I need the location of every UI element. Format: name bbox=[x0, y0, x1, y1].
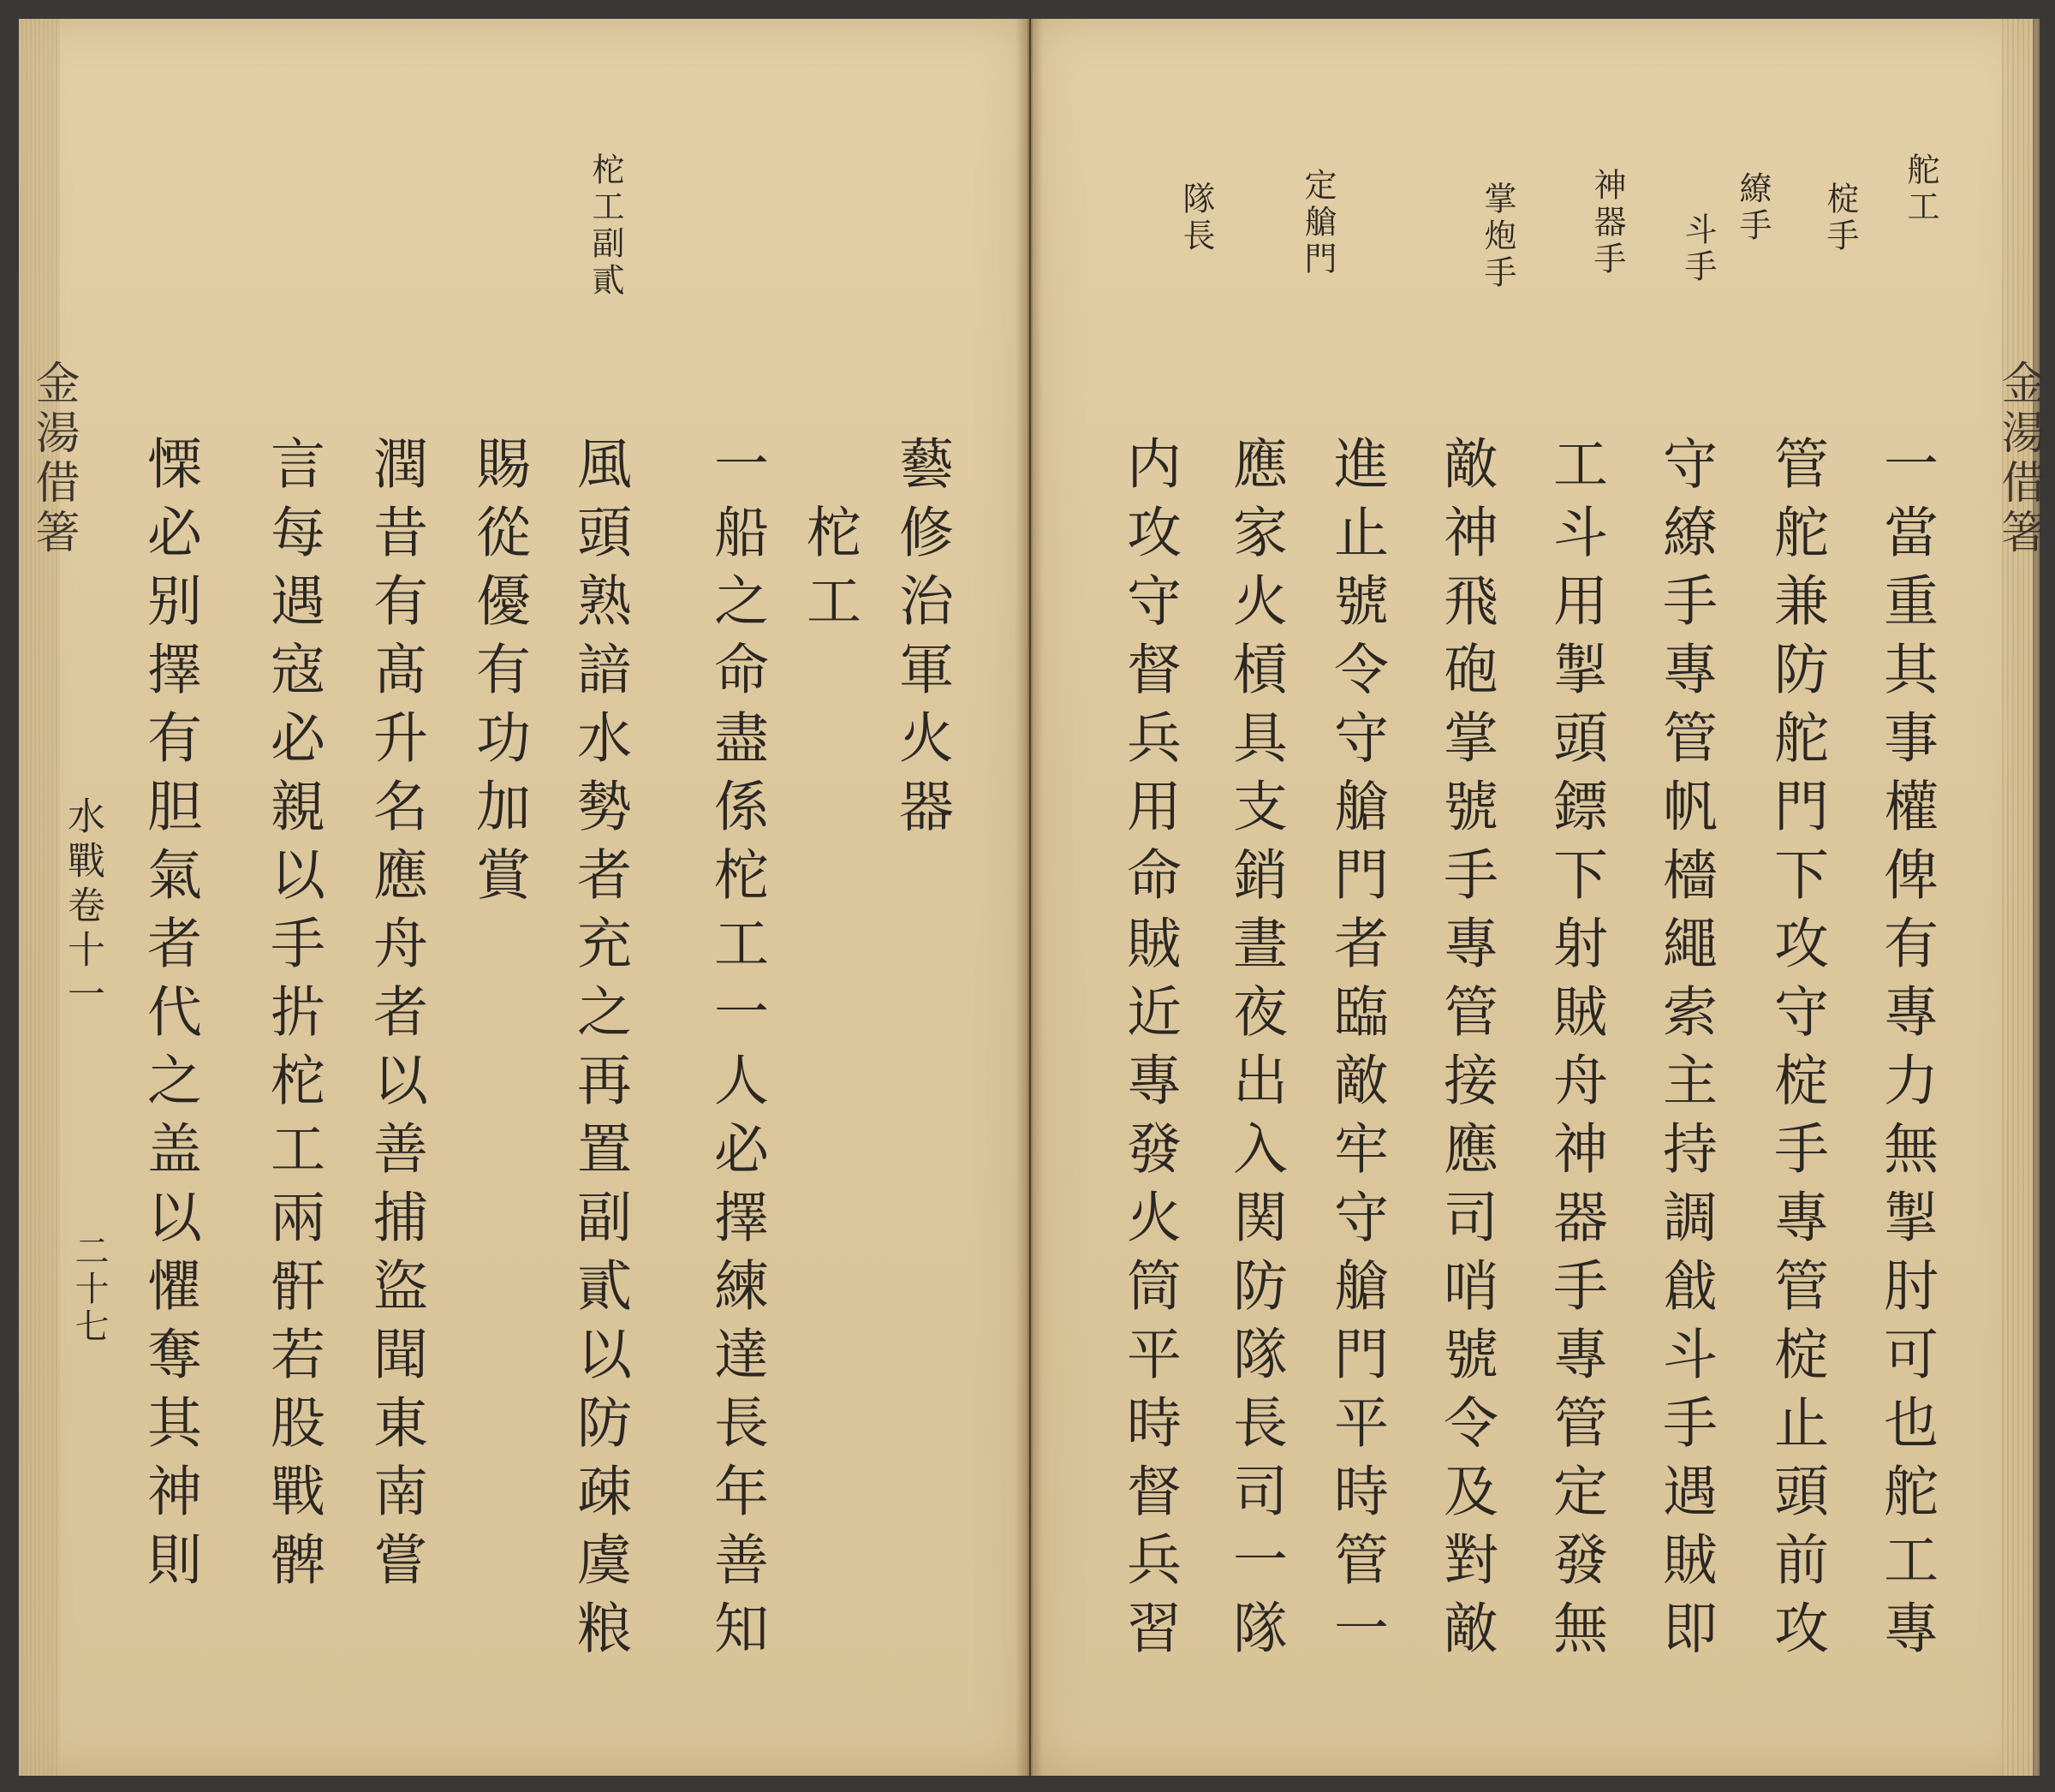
text-column: 慄必别擇有胆氣者代之盖以懼奪其神則 bbox=[138, 435, 201, 1599]
text-column: 風頭熟諳水勢者充之再置副貳以防疎虞粮 bbox=[568, 435, 631, 1668]
text-column: 一船之命盡係柁工一人必擇練達長年善知 bbox=[705, 435, 768, 1668]
header-label: 椗手 bbox=[1821, 182, 1859, 255]
text-column: 言每遇寇必親以手扸柁工兩骭若股戰髀 bbox=[261, 435, 325, 1599]
header-label: 神器手 bbox=[1588, 168, 1626, 278]
text-column: 潤昔有髙升名應舟者以善捕盜聞東南嘗 bbox=[364, 435, 427, 1599]
header-label: 斗手 bbox=[1679, 212, 1717, 286]
right-margin-title: 金湯借箸 bbox=[1993, 360, 2045, 558]
text-column: 一當重其事權俾有專力無掣肘可也舵工專 bbox=[1874, 435, 1938, 1668]
text-column: 進止號令守艙門者臨敵牢守艙門平時管一 bbox=[1325, 435, 1388, 1668]
text-column: 管舵兼防舵門下攻守椗手專管椗止頭前攻 bbox=[1765, 435, 1828, 1668]
text-column: 内攻守督兵用命賊近專發火筒平時督兵習 bbox=[1117, 435, 1181, 1668]
text-column: 藝修治軍火器 bbox=[890, 435, 953, 846]
left-folio-number: 二十七 bbox=[69, 1233, 109, 1346]
left-section-label: 水戰卷十一 bbox=[61, 796, 104, 1019]
header-label: 柁工副貳 bbox=[587, 152, 624, 300]
text-column: 柁工 bbox=[797, 503, 861, 640]
right-page-edges bbox=[2002, 19, 2040, 1776]
book-gutter bbox=[1016, 19, 1043, 1776]
text-column: 敵神飛砲掌號手專管接應司哨號令及對敵 bbox=[1434, 435, 1498, 1668]
header-label: 定艙門 bbox=[1299, 168, 1337, 278]
header-label: 隊長 bbox=[1177, 182, 1215, 255]
header-label: 舵工 bbox=[1902, 152, 1939, 226]
left-margin-title: 金湯借箸 bbox=[27, 360, 79, 558]
header-label: 繚手 bbox=[1734, 171, 1772, 245]
text-column: 工斗用掣頭鏢下射賊舟神器手專管定發無 bbox=[1544, 435, 1607, 1668]
left-page-edges bbox=[19, 19, 60, 1776]
header-label: 掌炮手 bbox=[1479, 182, 1516, 292]
text-column: 應家火槓具支銷晝夜出入関防隊長司一隊 bbox=[1224, 435, 1287, 1668]
text-column: 賜從優有功加賞 bbox=[467, 435, 530, 914]
text-column: 守繚手專管帆檣繩索主持調戧斗手遇賊即 bbox=[1653, 435, 1717, 1668]
